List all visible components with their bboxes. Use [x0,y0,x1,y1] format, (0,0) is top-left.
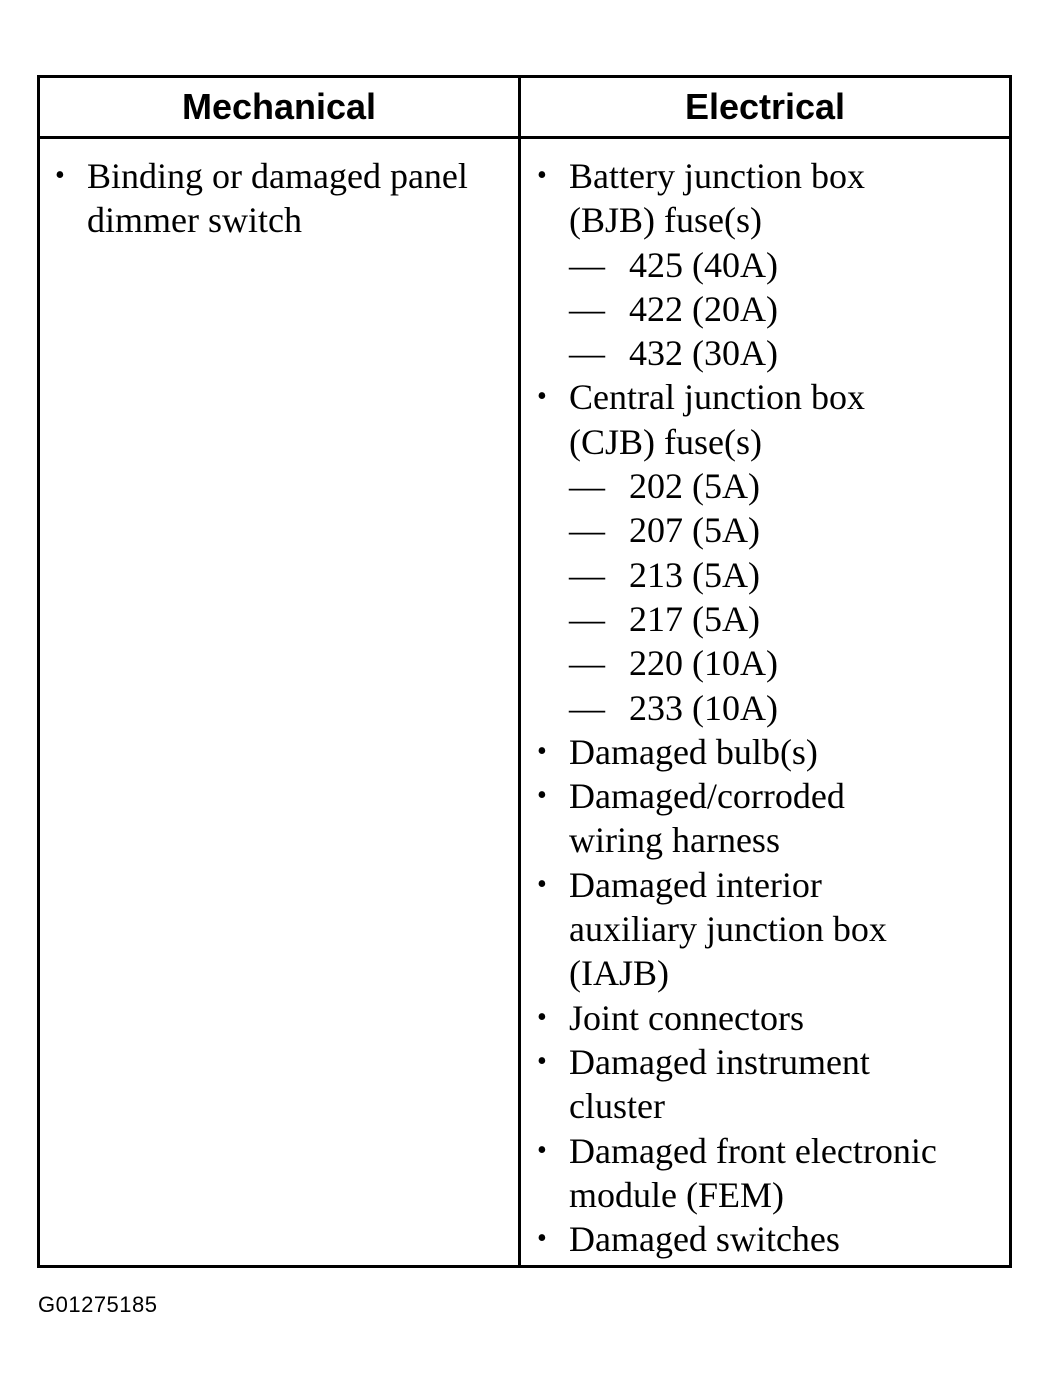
item-text: Binding or damaged panel dimmer switch [87,156,468,241]
item-text: Damaged switches [569,1219,840,1260]
column-divider [518,78,521,1265]
fuse-value: 422 (20A) [629,288,778,329]
item-text: Damaged interior auxiliary junction box (IAJB) [569,864,887,994]
bullet-icon: • [537,735,547,767]
fuse-item [569,686,924,730]
header-mechanical: Mechanical [181,86,377,127]
fuse-list [569,464,924,730]
dash-icon: — [569,598,605,639]
fuse-value: 217 (5A) [629,598,760,639]
header-electrical: Electrical [684,86,846,127]
electrical-item [534,375,1004,729]
fuse-item [569,243,924,287]
fuse-item [569,508,924,552]
bullet-icon: • [537,381,547,413]
fuse-value: 220 (10A) [629,643,778,684]
fuse-value: 213 (5A) [629,554,760,595]
bullet-icon: • [55,160,65,191]
fuse-list [569,243,924,376]
electrical-item [534,774,1004,863]
electrical-item [534,996,1004,1040]
mechanical-column [52,154,512,243]
figure-id: G01275185 [38,1292,158,1317]
bullet-icon: • [537,1134,547,1166]
bullet-icon: • [537,1045,547,1077]
electrical-item [534,154,1004,375]
dash-icon: — [569,554,605,595]
bullet-icon: • [537,1001,547,1033]
fuse-item [569,464,924,508]
item-text: Damaged instrument cluster [569,1041,870,1127]
electrical-item [534,730,1004,774]
header-divider [40,136,1009,139]
item-text: Damaged bulb(s) [569,731,818,772]
dash-icon: — [569,643,605,684]
fuse-value: 202 (5A) [629,466,760,507]
dash-icon: — [569,466,605,507]
fuse-value: 432 (30A) [629,333,778,374]
diagnosis-table [37,75,1012,1268]
bullet-icon: • [537,160,547,191]
dash-icon: — [569,244,605,285]
dash-icon: — [569,333,605,374]
item-text: Damaged front electronic module (FEM) [569,1130,937,1215]
fuse-value: 207 (5A) [629,510,760,551]
fuse-item [569,331,924,375]
electrical-item [534,1217,1004,1261]
fuse-value: 425 (40A) [629,244,778,285]
item-text: Joint connectors [569,997,804,1038]
item-text: Damaged/corroded wiring harness [569,776,845,861]
item-text: Central junction box (CJB) fuse(s) [569,377,865,462]
electrical-item [534,1129,1004,1218]
dash-icon: — [569,288,605,329]
fuse-item [569,597,924,641]
dash-icon: — [569,687,605,728]
bullet-icon: • [537,868,547,900]
item-text: Battery junction box (BJB) fuse(s) [569,156,865,241]
dash-icon: — [569,510,605,551]
fuse-item [569,641,924,685]
fuse-item [569,553,924,597]
electrical-item [534,863,1004,996]
fuse-value: 233 (10A) [629,687,778,728]
bullet-icon: • [537,1223,547,1255]
electrical-item [534,1040,1004,1129]
electrical-column [534,154,1004,1261]
mechanical-item [52,154,512,243]
fuse-item [569,287,924,331]
bullet-icon: • [537,780,547,812]
